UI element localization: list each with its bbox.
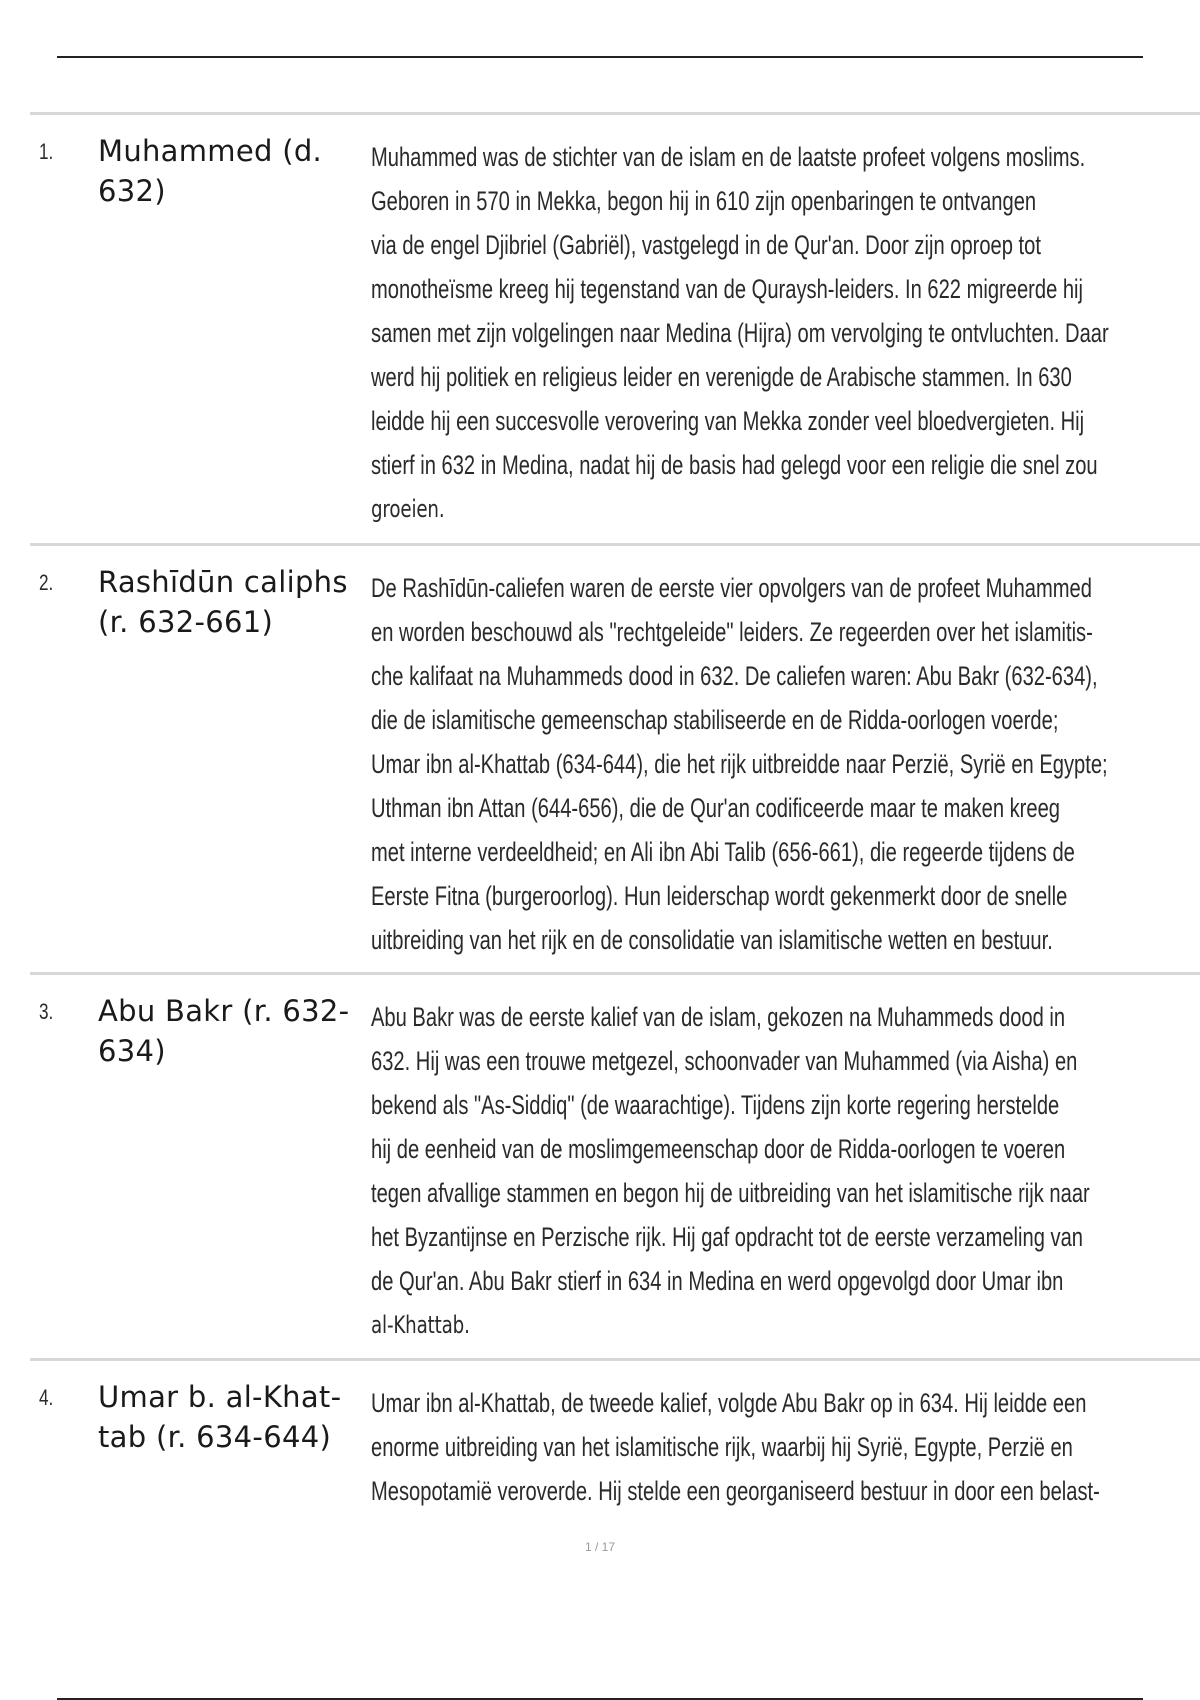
entry-number: 2. bbox=[39, 570, 54, 595]
description-line: De Rashīdūn-caliefen waren de eerste vier opvolgers van de profeet Muhammed bbox=[371, 573, 1092, 603]
description-line: tegen afvallige stammen en begon hij de uitbreiding van het islamitische rijk naar bbox=[371, 1178, 1090, 1208]
description-line: Mesopotamië veroverde. Hij stelde een georganiseerd bestuur in door een belast- bbox=[371, 1476, 1100, 1506]
top-rule bbox=[57, 56, 1143, 58]
description-line: 632. Hij was een trouwe metgezel, schoonvader van Muhammed (via Aisha) en bbox=[371, 1046, 1078, 1076]
description-line: werd hij politiek en religieus leider en verenigde de Arabische stammen. In 630 bbox=[371, 362, 1072, 392]
description-line: Geboren in 570 in Mekka, begon hij in 610 zijn openbaringen te ontvangen bbox=[371, 186, 1037, 216]
entry-description bbox=[371, 995, 1139, 1347]
entry-description bbox=[371, 135, 1139, 531]
entry-number: 4. bbox=[39, 1385, 54, 1410]
entry-number: 3. bbox=[39, 999, 54, 1024]
description-line: Abu Bakr was de eerste kalief van de islam, gekozen na Muhammeds dood in bbox=[371, 1002, 1066, 1032]
description-line: al-Khattab. bbox=[371, 1311, 470, 1339]
description-line: Umar ibn al-Khattab (634-644), die het rijk uitbreidde naar Perzië, Syrië en Egypte; bbox=[371, 749, 1108, 779]
entry-number: 1. bbox=[39, 139, 54, 164]
description-line: Umar ibn al-Khattab, de tweede kalief, volgde Abu Bakr op in 634. Hij leidde een bbox=[371, 1388, 1087, 1418]
entry-title: Muhammed (d. 632) bbox=[98, 134, 323, 208]
description-line: bekend als "As-Siddiq" (de waarachtige). Tijdens zijn korte regering herstelde bbox=[371, 1090, 1060, 1120]
entry-rashidun-caliphs bbox=[30, 543, 1200, 972]
description-line: hij de eenheid van de moslimgemeenschap door de Ridda-oorlogen te voeren bbox=[371, 1134, 1066, 1164]
description-line: het Byzantijnse en Perzische rijk. Hij gaf opdracht tot de eerste verzameling van bbox=[371, 1222, 1083, 1252]
entry-title: Abu Bakr (r. 632-634) bbox=[98, 994, 350, 1068]
page-number: 1 / 17 bbox=[584, 1540, 616, 1554]
entry-title: Rashīdūn caliphs (r. 632-661) bbox=[98, 565, 348, 639]
entry-umar bbox=[30, 1358, 1200, 1521]
description-line: stierf in 632 in Medina, nadat hij de basis had gelegd voor een religie die snel zou bbox=[371, 450, 1098, 480]
entry-muhammed bbox=[30, 112, 1200, 543]
entries-list bbox=[30, 112, 1200, 1521]
entry-description bbox=[371, 1381, 1139, 1513]
description-line: enorme uitbreiding van het islamitische rijk, waarbij hij Syrië, Egypte, Perzië en bbox=[371, 1432, 1073, 1462]
description-line: met interne verdeeldheid; en Ali ibn Abi Talib (656-661), die regeerde tijdens de bbox=[371, 837, 1075, 867]
description-line: de Qur'an. Abu Bakr stierf in 634 in Medina en werd opgevolgd door Umar ibn bbox=[371, 1266, 1064, 1296]
description-line: en worden beschouwd als "rechtgeleide" leiders. Ze regeerden over het islamitis- bbox=[371, 617, 1093, 647]
description-line: Eerste Fitna (burgeroorlog). Hun leiderschap wordt gekenmerkt door de snelle bbox=[371, 881, 1068, 911]
description-line: die de islamitische gemeenschap stabiliseerde en de Ridda-oorlogen voerde; bbox=[371, 705, 1059, 735]
description-line: via de engel Djibriel (Gabriël), vastgelegd in de Qur'an. Door zijn oproep tot bbox=[371, 230, 1041, 260]
description-line: leidde hij een succesvolle verovering van Mekka zonder veel bloedvergieten. Hij bbox=[371, 406, 1085, 436]
description-line: groeien. bbox=[371, 495, 445, 523]
description-line: monotheïsme kreeg hij tegenstand van de Quraysh-leiders. In 622 migreerde hij bbox=[371, 274, 1084, 304]
entry-abu-bakr bbox=[30, 972, 1200, 1358]
description-line: che kalifaat na Muhammeds dood in 632. De caliefen waren: Abu Bakr (632-634), bbox=[371, 661, 1098, 691]
entry-title: Umar b. al-Khat-tab (r. 634-644) bbox=[98, 1380, 342, 1454]
description-line: uitbreiding van het rijk en de consolidatie van islamitische wetten en bestuur. bbox=[371, 925, 1053, 955]
entry-description bbox=[371, 566, 1139, 962]
description-line: Uthman ibn Attan (644-656), die de Qur'an codificeerde maar te maken kreeg bbox=[371, 793, 1060, 823]
description-line: samen met zijn volgelingen naar Medina (Hijra) om vervolging te ontvluchten. Daar bbox=[371, 318, 1109, 348]
description-line: Muhammed was de stichter van de islam en de laatste profeet volgens moslims. bbox=[371, 142, 1086, 172]
